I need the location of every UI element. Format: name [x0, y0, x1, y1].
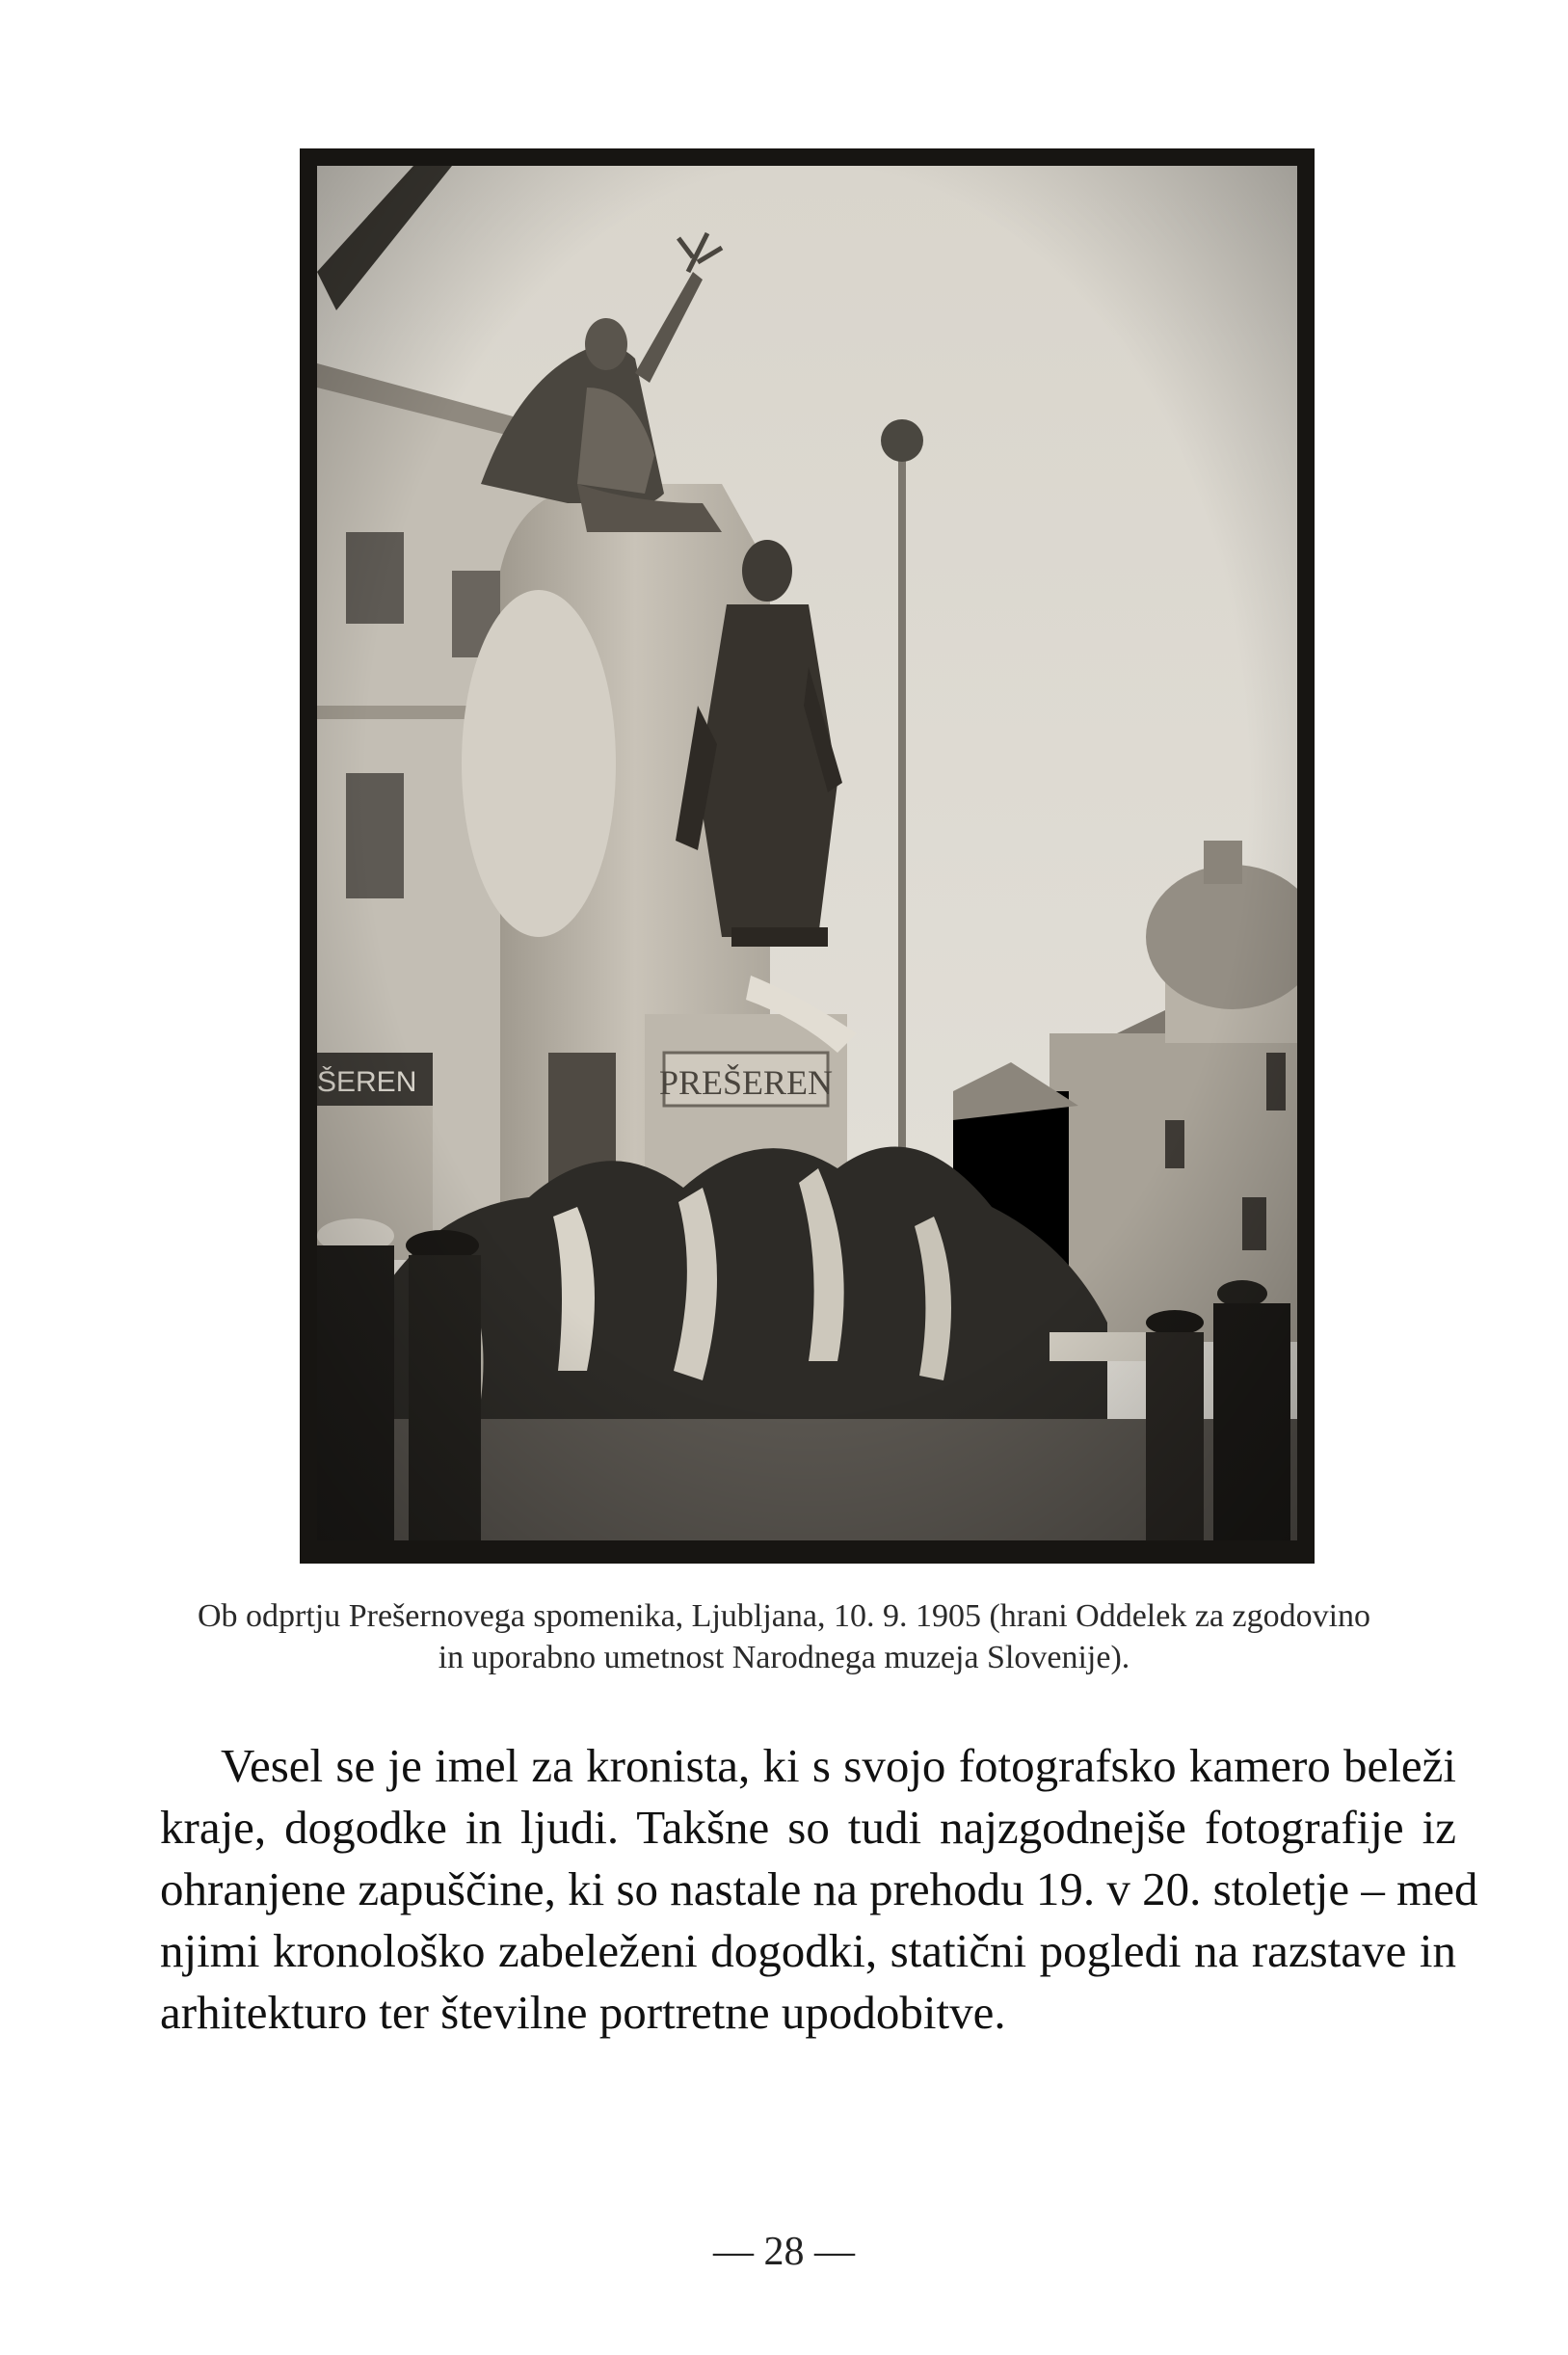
paragraph-line-3: ohranjene zapuščine, ki so nastale na prehodu 19. v 20. stoletje – med	[160, 1862, 1478, 1915]
paragraph-line-2: kraje, dogodke in ljudi. Takšne so tudi najzgodnejše fotografije iz	[160, 1801, 1456, 1854]
page-number: — 28 —	[713, 2230, 855, 2274]
paragraph-line-1: Vesel se je imel za kronista, ki s svojo fotografsko kamero beleži	[221, 1739, 1456, 1792]
photo-caption	[135, 1595, 1433, 1678]
paragraph-line-5: arhitekturo ter številne portretne upodobitve.	[160, 1986, 1006, 2039]
caption-line-1: Ob odprtju Prešernovega spomenika, Ljubljana, 10. 9. 1905 (hrani Oddelek za zgodovino	[197, 1598, 1371, 1634]
paragraph-line-4: njimi kronološko zabeleženi dogodki, statični pogledi na razstave in	[160, 1924, 1456, 1977]
historical-photograph	[300, 148, 1315, 1564]
caption-line-2: in uporabno umetnost Narodnega muzeja Slovenije).	[438, 1640, 1130, 1675]
monument-photo	[317, 166, 1297, 1540]
body-paragraph	[160, 1735, 1478, 2044]
